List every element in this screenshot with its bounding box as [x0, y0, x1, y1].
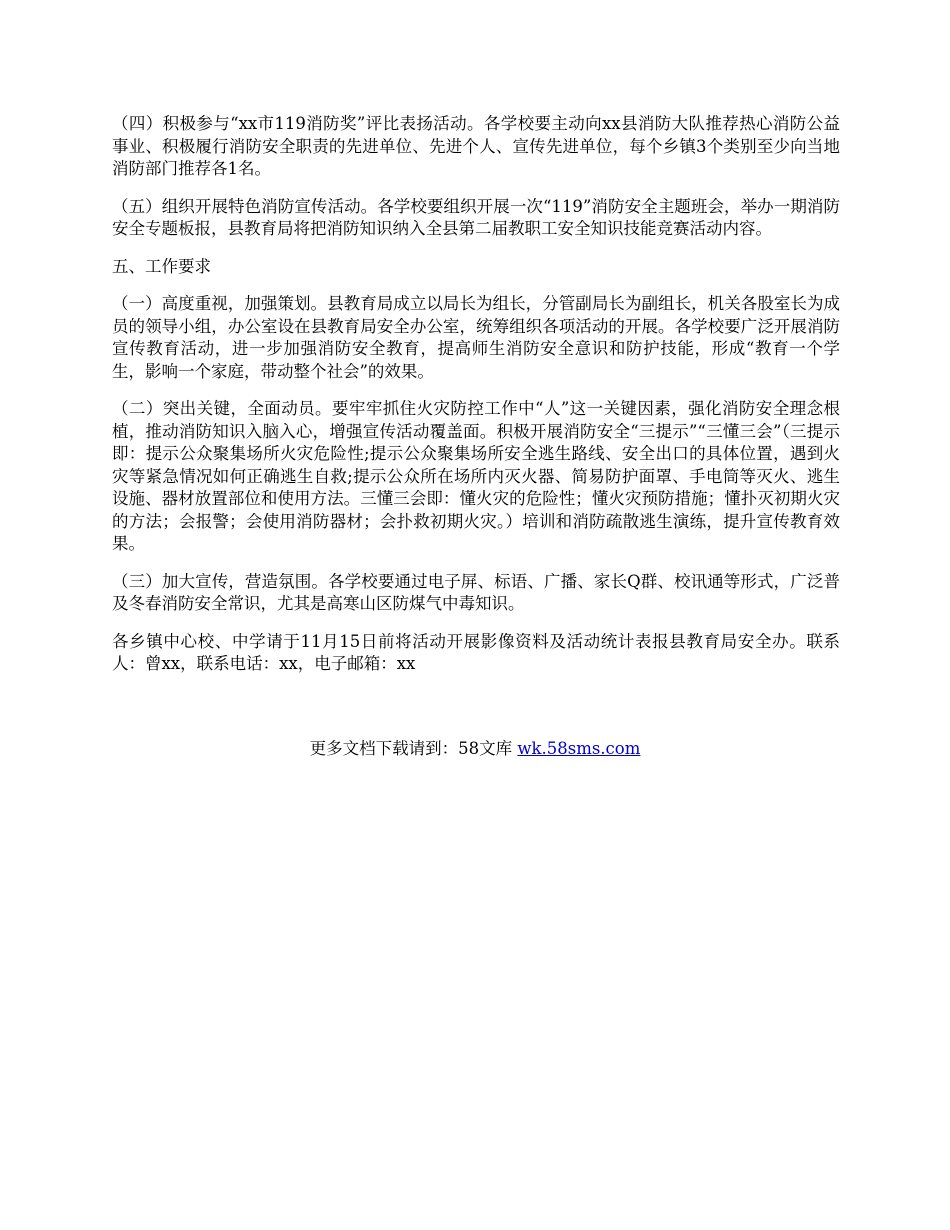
paragraph-item-5: （五）组织开展特色消防宣传活动。各学校要组织开展一次“119”消防安全主题班会，举办一期消防安全专题板报，县教育局将把消防知识纳入全县第二届教职工安全知识技能竞赛活动内容。 — [112, 196, 840, 238]
footer-link[interactable]: wk.58sms.com — [517, 739, 641, 758]
closing-paragraph: 各乡镇中心校、中学请于11月15日前将活动开展影像资料及活动统计表报县教育局安全办。联系人：曾xx，联系电话：xx，电子邮箱：xx — [112, 631, 840, 673]
footer — [0, 738, 950, 760]
footer-prefix: 更多文档下载请到：58文库 — [309, 739, 518, 758]
paragraph-item-4: （四）积极参与“xx市119消防奖”评比表扬活动。各学校要主动向xx县消防大队推荐热心消防公益事业、积极履行消防安全职责的先进单位、先进个人、宣传先进单位，每个乡镇3个类别至少向当地消防部门推荐各1名。 — [112, 114, 840, 178]
requirement-3: （三）加大宣传，营造氛围。各学校要通过电子屏、标语、广播、家长Q群、校讯通等形式，广泛普及冬春消防安全常识，尤其是高寒山区防煤气中毒知识。 — [112, 571, 840, 613]
requirement-1: （一）高度重视，加强策划。县教育局成立以局长为组长，分管副局长为副组长，机关各股室长为成员的领导小组，办公室设在县教育局安全办公室，统筹组织各项活动的开展。各学校要广泛开展消防宣传教育活动，进一步加强消防安全教育，提高师生消防安全意识和防护技能，形成“教育一个学生，影响一个家庭，带动整个社会”的效果。 — [112, 294, 840, 381]
requirement-2: （二）突出关键，全面动员。要牢牢抓住火灾防控工作中“人”这一关键因素，强化消防安全理念根植，推动消防知识入脑入心，增强宣传活动覆盖面。积极开展消防安全“三提示”“三懂三会”（三提示即：提示公众聚集场所火灾危险性;提示公众聚集场所安全逃生路线、安全出口的具体位置，遇到火灾等紧急情况如何正确逃生自救;提示公众所在场所内灭火器、简易防护面罩、手电筒等灭火、逃生设施、器材放置部位和使用方法。三懂三会即：懂火灾的危险性；懂火灾预防措施；懂扑灭初期火灾的方法；会报警；会使用消防器材；会扑救初期火灾。）培训和消防疏散逃生演练，提升宣传教育效果。 — [112, 399, 840, 553]
document-body — [112, 113, 840, 691]
section-heading: 五、工作要求 — [112, 256, 211, 276]
